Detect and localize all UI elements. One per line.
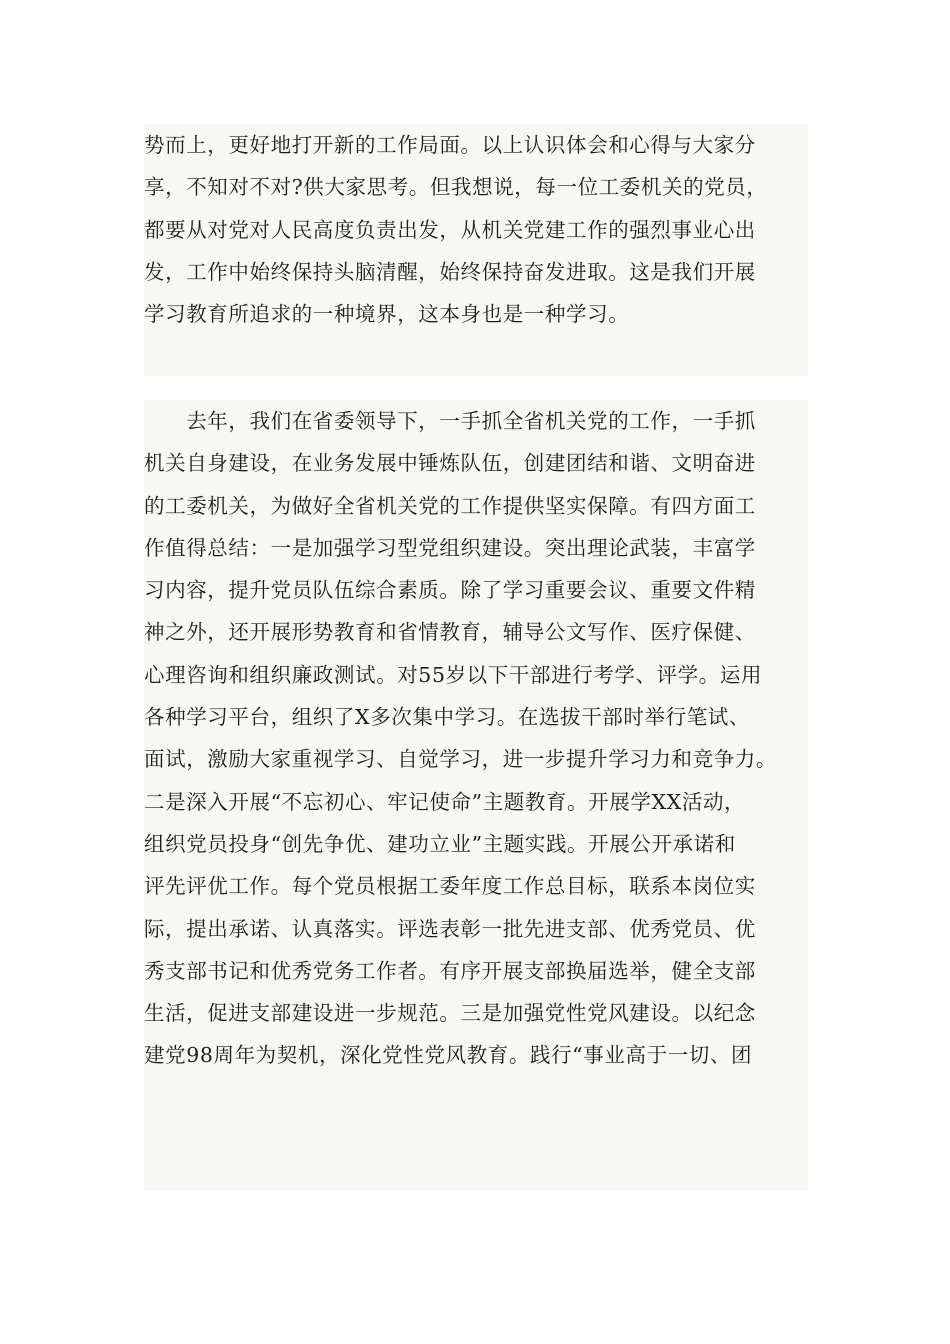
paragraph-line: 机关自身建设，在业务发展中锤炼队伍，创建团结和谐、文明奋进 (144, 451, 756, 476)
paragraph-line: 都要从对党对人民高度负责出发，从机关党建工作的强烈事业心出 (144, 217, 756, 242)
paragraph-line: 际，提出承诺、认真落实。评选表彰一批先进支部、优秀党员、优 (144, 916, 756, 941)
paragraph-line: 作值得总结：一是加强学习型党组织建设。突出理论武装，丰富学 (144, 535, 756, 560)
paragraph-line: 二是深入开展“不忘初心、牢记使命”主题教育。开展学XX活动， (144, 789, 746, 814)
paragraph-2 (144, 400, 808, 1190)
paragraph-line: 建党98周年为契机，深化党性党风教育。践行“事业高于一切、团 (144, 1043, 753, 1068)
paragraph-line: 享，不知对不对?供大家思考。但我想说，每一位工委机关的党员， (144, 175, 768, 200)
paragraph-line: 面试，激励大家重视学习、自觉学习，进一步提升学习力和竞争力。 (144, 747, 777, 772)
paragraph-line: 习内容，提升党员队伍综合素质。除了学习重要会议、重要文件精 (144, 578, 756, 603)
paragraph-line: 组织党员投身“创先争优、建功立业”主题实践。开展公开承诺和 (144, 831, 736, 856)
paragraph-line: 发，工作中始终保持头脑清醒，始终保持奋发进取。这是我们开展 (144, 259, 756, 284)
paragraph-line: 学习教育所追求的一种境界，这本身也是一种学习。 (144, 302, 630, 327)
paragraph-line: 神之外，还开展形势教育和省情教育，辅导公文写作、医疗保健、 (144, 620, 756, 645)
paragraph-line: 的工委机关，为做好全省机关党的工作提供坚实保障。有四方面工 (144, 493, 756, 518)
paragraph-line: 势而上，更好地打开新的工作局面。以上认识体会和心得与大家分 (144, 133, 756, 157)
paragraph-line: 心理咨询和组织廉政测试。对55岁以下干部进行考学、评学。运用 (144, 662, 763, 687)
paragraph-line: 去年，我们在省委领导下，一手抓全省机关党的工作，一手抓 (144, 409, 756, 433)
paragraph-line: 评先评优工作。每个党员根据工委年度工作总目标，联系本岗位实 (144, 874, 756, 899)
paragraph-1 (144, 124, 808, 376)
paragraph-line: 各种学习平台，组织了X多次集中学习。在选拔干部时举行笔试、 (144, 705, 750, 730)
paragraph-line: 生活，促进支部建设进一步规范。三是加强党性党风建设。以纪念 (144, 1001, 756, 1026)
paragraph-line: 秀支部书记和优秀党务工作者。有序开展支部换届选举，健全支部 (144, 958, 756, 983)
